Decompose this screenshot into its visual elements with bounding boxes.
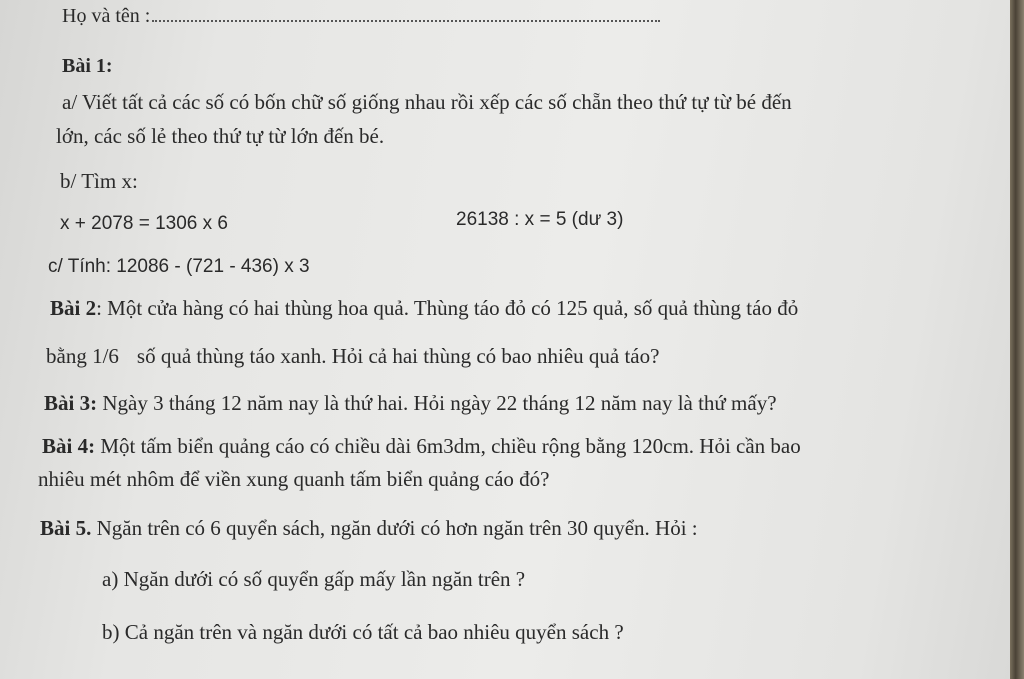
name-label: Họ và tên :: [62, 5, 151, 27]
name-blank: [152, 20, 660, 22]
bai2-line2: [46, 344, 659, 369]
bai3-text: Ngày 3 tháng 12 năm nay là thứ hai. Hỏi ngày 22 tháng 12 năm nay là thứ mấy?: [97, 391, 777, 415]
bai4-line1: [42, 434, 801, 459]
bai1-part-a-line2: lớn, các số lẻ theo thứ tự từ lớn đến bé.: [56, 124, 385, 148]
bai1-part-b-label: b/ Tìm x:: [60, 169, 138, 193]
bai1-title: Bài 1:: [62, 55, 113, 77]
bai2-line1: [50, 296, 798, 321]
bai3-line: [44, 391, 777, 416]
bai2-text-2a: bằng 1/6: [46, 344, 119, 368]
bai5-part-b: b) Cả ngăn trên và ngăn dưới có tất cả bao nhiêu quyển sách ?: [102, 620, 624, 644]
bai4-title: Bài 4:: [42, 434, 96, 458]
bai5-line: [40, 516, 698, 541]
bai3-title: Bài 3:: [44, 391, 98, 415]
bai4-line2: nhiêu mét nhôm để viền xung quanh tấm biển quảng cáo đó?: [38, 467, 550, 491]
bai4-text-1: Một tấm biển quảng cáo có chiều dài 6m3dm, chiều rộng bằng 120cm. Hỏi cần bao: [95, 434, 801, 458]
name-line: [62, 4, 660, 28]
bai1-part-c: c/ Tính: 12086 - (721 - 436) x 3: [48, 256, 310, 277]
bai2-text-2b: số quả thùng táo xanh. Hỏi cả hai thùng có bao nhiêu quả táo?: [136, 344, 660, 368]
bai1-equation-2: 26138 : x = 5 (dư 3): [456, 209, 624, 230]
bai5-part-a: a) Ngăn dưới có số quyển gấp mấy lần ngăn trên ?: [102, 567, 526, 591]
bai5-title: Bài 5.: [40, 516, 92, 540]
bai5-text: Ngăn trên có 6 quyển sách, ngăn dưới có hơn ngăn trên 30 quyển. Hỏi :: [91, 516, 698, 540]
bai1-equation-1: x + 2078 = 1306 x 6: [60, 213, 228, 234]
page-edge-shadow: [1010, 0, 1024, 679]
bai1-part-a-line1: a/ Viết tất cả các số có bốn chữ số giống nhau rồi xếp các số chẵn theo thứ tự từ bé đến: [62, 90, 792, 114]
bai2-text-1: : Một cửa hàng có hai thùng hoa quả. Thùng táo đỏ có 125 quả, số quả thùng táo đỏ: [96, 296, 799, 320]
bai2-title: Bài 2: [50, 296, 97, 320]
